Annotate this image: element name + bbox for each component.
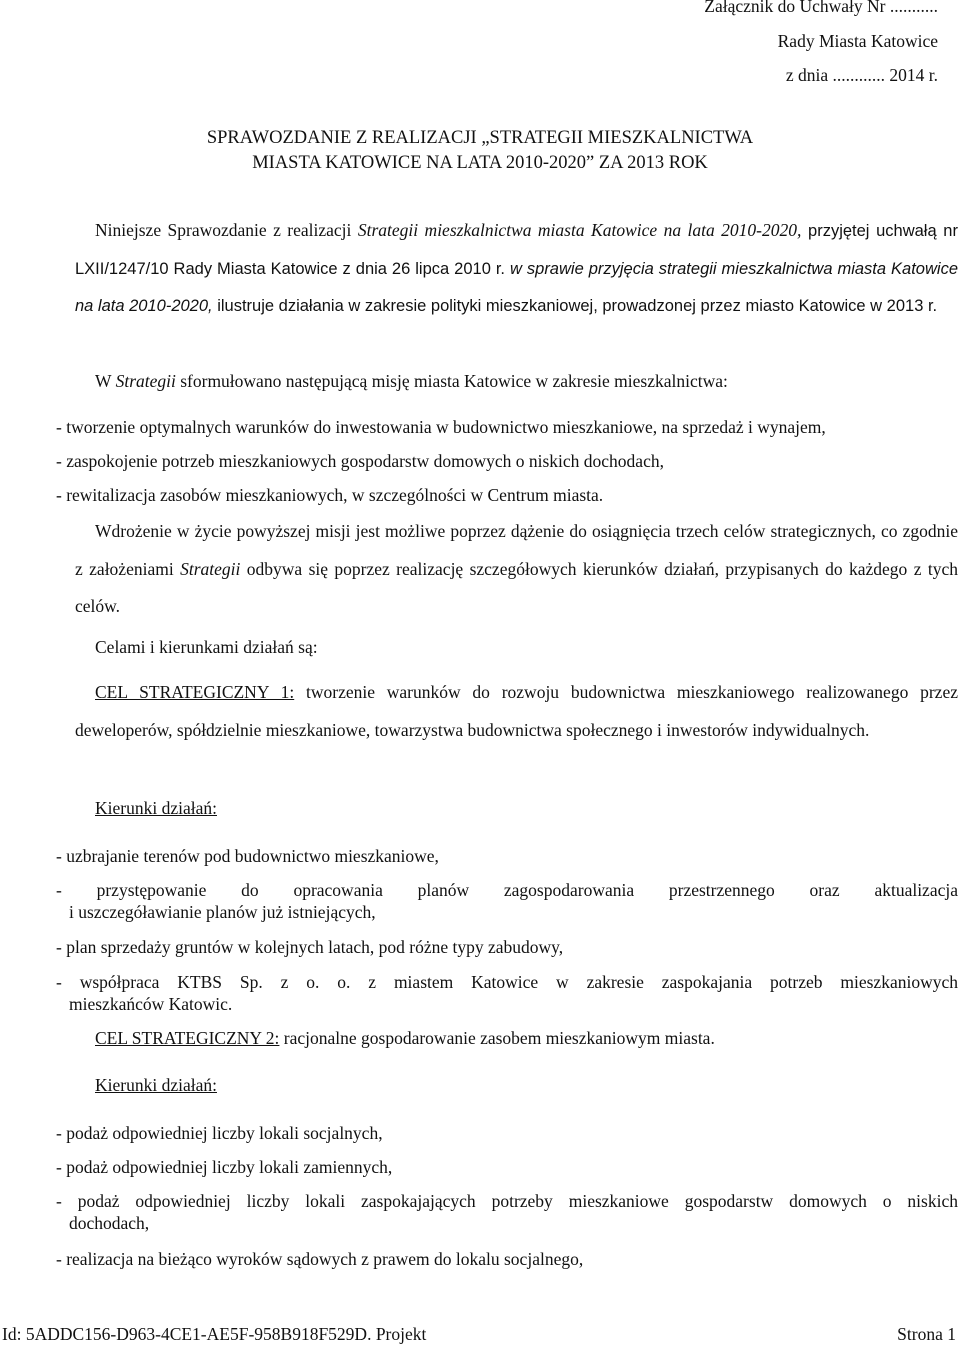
direction-text: - współpraca KTBS Sp. z o. o. z miastem Katowice w zakresie zaspokajania potrzeb mieszkaniowych xyxy=(56,972,958,992)
intro-paragraph xyxy=(75,212,958,326)
goal-2-directions-label: Kierunki działań: xyxy=(95,1075,217,1095)
mission-text-a: W xyxy=(95,371,116,391)
direction-continuation: i uszczegóławianie planów już istniejących, xyxy=(69,902,376,922)
goal-1-text: tworzenie warunków do rozwoju budownictwa mieszkaniowego realizowanego przez deweloperów, spółdzielnie mieszkaniowe, towarzystwa budownictwa społecznego i inwestorów indywidualnych. xyxy=(75,682,958,740)
goal-1-direction-item xyxy=(56,936,958,958)
implementation-paragraph xyxy=(75,513,958,626)
goal-1-label: CEL STRATEGICZNY 1: xyxy=(95,682,295,702)
strategy-word-italic: Strategii xyxy=(115,371,176,391)
goal-1-direction-item xyxy=(56,845,958,867)
mission-paragraph xyxy=(75,363,958,401)
strategy-title-italic: Strategii mieszkalnictwa miasta Katowice na lata 2010-2020, xyxy=(357,220,802,240)
goal-2-direction-item xyxy=(56,1190,958,1234)
goal-1-direction-item xyxy=(56,879,958,923)
intro-text-e: ilustruje działania w zakresie polityki mieszkaniowej, prowadzonej przez miasto Katowice w 2013 r. xyxy=(212,297,938,315)
goal-2-text: racjonalne gospodarowanie zasobem mieszkaniowym miasta. xyxy=(279,1028,715,1048)
date-line: z dnia ............ 2014 r. xyxy=(785,65,938,85)
direction-text: - uzbrajanie terenów pod budownictwo mieszkaniowe, xyxy=(56,846,439,866)
strategy-word-italic: Strategii xyxy=(180,558,241,579)
council-name: Rady Miasta Katowice xyxy=(777,31,938,51)
goal-1-direction-item xyxy=(56,971,958,1015)
direction-text: - podaż odpowiedniej liczby lokali zamiennych, xyxy=(56,1157,393,1177)
direction-continuation: mieszkańców Katowic. xyxy=(69,994,233,1014)
mission-item: - rewitalizacja zasobów mieszkaniowych, w szczególności w Centrum miasta. xyxy=(56,485,604,505)
mission-text-c: sformułowano następującą misję miasta Katowice w zakresie mieszkalnictwa: xyxy=(175,371,728,391)
goal-2-label: CEL STRATEGICZNY 2: xyxy=(95,1028,280,1048)
direction-continuation: dochodach, xyxy=(69,1213,150,1233)
resolution-subject-italic: w sprawie przyjęcia strategii mieszkalnictwa miasta Katowice na lata 2010-2020, xyxy=(75,259,958,315)
implementation-text-c: odbywa się poprzez realizację szczegółowych kierunków działań, przypisanych do każdego z tych celów. xyxy=(75,558,958,616)
goals-intro: Celami i kierunkami działań są: xyxy=(95,637,318,657)
direction-text: - podaż odpowiedniej liczby lokali socjalnych, xyxy=(56,1123,383,1143)
goal-2-direction-item xyxy=(56,1156,958,1178)
document-id: Id: 5ADDC156-D963-4CE1-AE5F-958B918F529D. Projekt xyxy=(2,1324,427,1344)
goal-2-direction-item xyxy=(56,1248,958,1270)
intro-text-c: przyjętej uchwałą nr LXII/1247/10 Rady Miasta Katowice z dnia 26 lipca 2010 r. xyxy=(75,222,958,278)
goal-2-direction-item xyxy=(56,1122,958,1144)
mission-item: - zaspokojenie potrzeb mieszkaniowych gospodarstw domowych o niskich dochodach, xyxy=(56,451,664,471)
direction-text: - realizacja na bieżąco wyroków sądowych z prawem do lokalu socjalnego, xyxy=(56,1249,584,1269)
intro-text-a: Niniejsze Sprawozdanie z realizacji xyxy=(95,220,358,240)
direction-text: - podaż odpowiedniej liczby lokali zaspokajających potrzeby mieszkaniowe gospodarstw domowych o niskich xyxy=(56,1191,958,1211)
attachment-label: Załącznik do Uchwały Nr ........... xyxy=(704,0,938,16)
direction-text: - przystępowanie do opracowania planów zagospodarowania przestrzennego oraz aktualizacja xyxy=(56,880,958,900)
page-number: Strona 1 xyxy=(897,1324,956,1344)
document-title-line-1: SPRAWOZDANIE Z REALIZACJI „STRATEGII MIESZKALNICTWA xyxy=(206,128,754,148)
implementation-text-a: Wdrożenie w życie powyższej misji jest możliwe poprzez dążenie do osiągnięcia trzech celów strategicznych, co zgodnie z założeniami xyxy=(75,521,958,579)
goal-1-paragraph xyxy=(75,674,958,749)
goal-2-paragraph xyxy=(95,1028,715,1049)
goal-1-directions-label: Kierunki działań: xyxy=(95,798,217,818)
mission-item: - tworzenie optymalnych warunków do inwestowania w budownictwo mieszkaniowe, na sprzedaż i wynajem, xyxy=(56,417,826,437)
direction-text: - plan sprzedaży gruntów w kolejnych latach, pod różne typy zabudowy, xyxy=(56,937,564,957)
document-title-line-2: MIASTA KATOWICE NA LATA 2010-2020” ZA 2013 ROK xyxy=(252,153,708,173)
